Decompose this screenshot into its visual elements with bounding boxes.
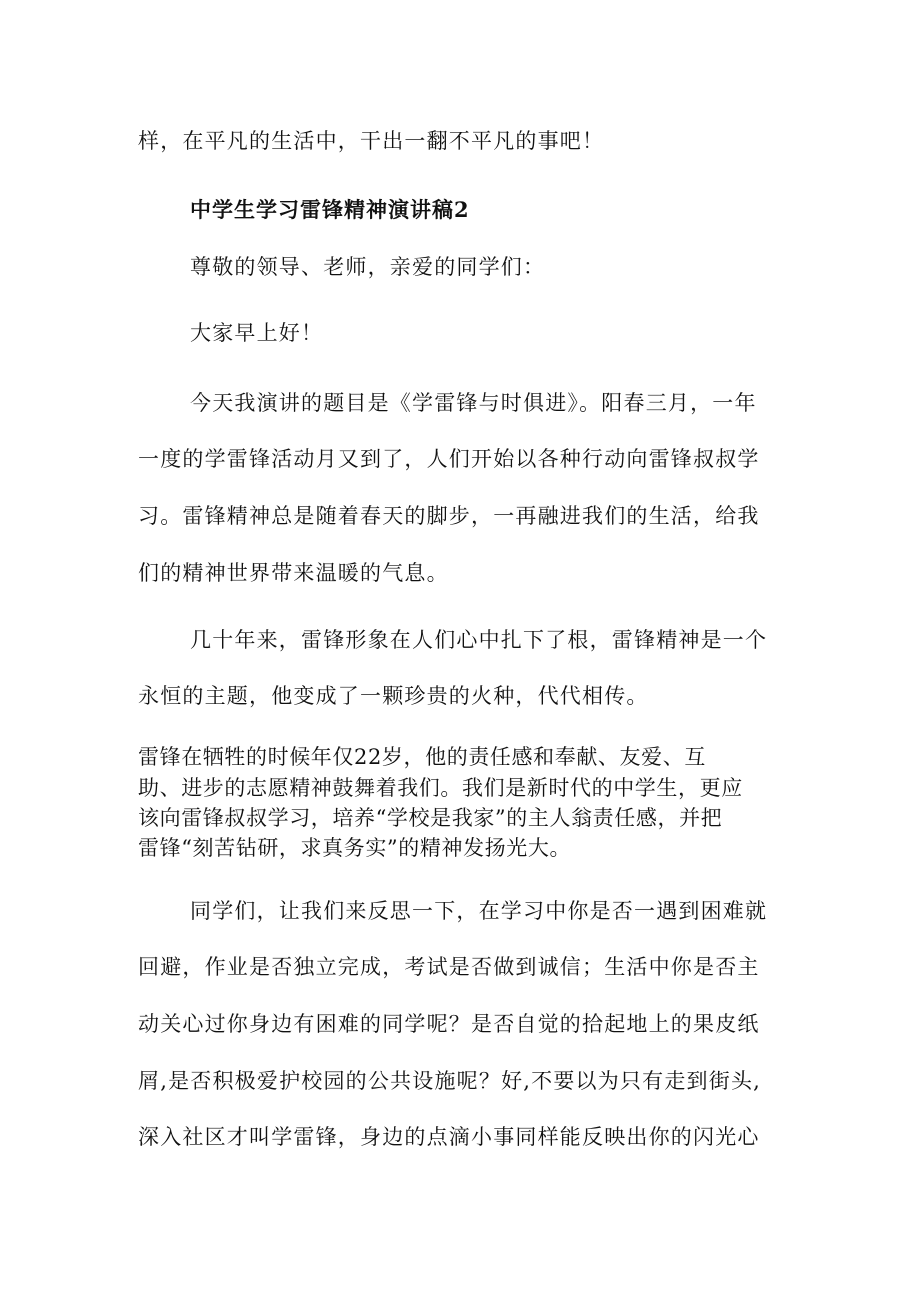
paragraph-line: 屑,是否积极爱护校园的公共设施呢？好,不要以为只有走到街头, — [138, 1069, 762, 1093]
paragraph-line: 今天我演讲的题目是《学雷锋与时俱进》。阳春三月，一年 — [190, 391, 757, 415]
paragraph-line: 回避，作业是否独立完成，考试是否做到诚信；生活中你是否主 — [138, 955, 760, 979]
paragraph-line: 同学们，让我们来反思一下，在学习中你是否一遇到困难就 — [190, 899, 768, 923]
section-heading: 中学生学习雷锋精神演讲稿2 — [190, 197, 470, 222]
paragraph-line: 习。雷锋精神总是随着春天的脚步，一再融进我们的生活，给我 — [138, 504, 760, 528]
paragraph-line: 该向雷锋叔叔学习，培养“学校是我家”的主人翁责任感，并把 — [138, 806, 723, 830]
paragraph-line: 动关心过你身边有困难的同学呢？是否自觉的拾起地上的果皮纸 — [138, 1012, 760, 1036]
paragraph-line: 几十年来，雷锋形象在人们心中扎下了根，雷锋精神是一个 — [190, 628, 768, 652]
paragraph-line: 雷锋在牺牲的时候年仅22岁，他的责任感和奉献、友爱、互 — [138, 745, 706, 769]
paragraph-line: 一度的学雷锋活动月又到了，人们开始以各种行动向雷锋叔叔学 — [138, 447, 760, 471]
greeting: 大家早上好！ — [190, 321, 324, 345]
paragraph-line: 雷锋“刻苦钻研，求真务实”的精神发扬光大。 — [138, 836, 572, 860]
paragraph-line: 样，在平凡的生活中，干出一翻不平凡的事吧！ — [138, 129, 605, 153]
paragraph-line: 深入社区才叫学雷锋，身边的点滴小事同样能反映出你的闪光心 — [138, 1125, 760, 1149]
paragraph-line: 们的精神世界带来温暖的气息。 — [138, 561, 449, 585]
paragraph-line: 助、进步的志愿精神鼓舞着我们。我们是新时代的中学生，更应 — [138, 776, 743, 800]
salutation: 尊敬的领导、老师，亲爱的同学们： — [190, 255, 546, 279]
paragraph-line: 永恒的主题，他变成了一颗珍贵的火种，代代相传。 — [138, 684, 649, 708]
